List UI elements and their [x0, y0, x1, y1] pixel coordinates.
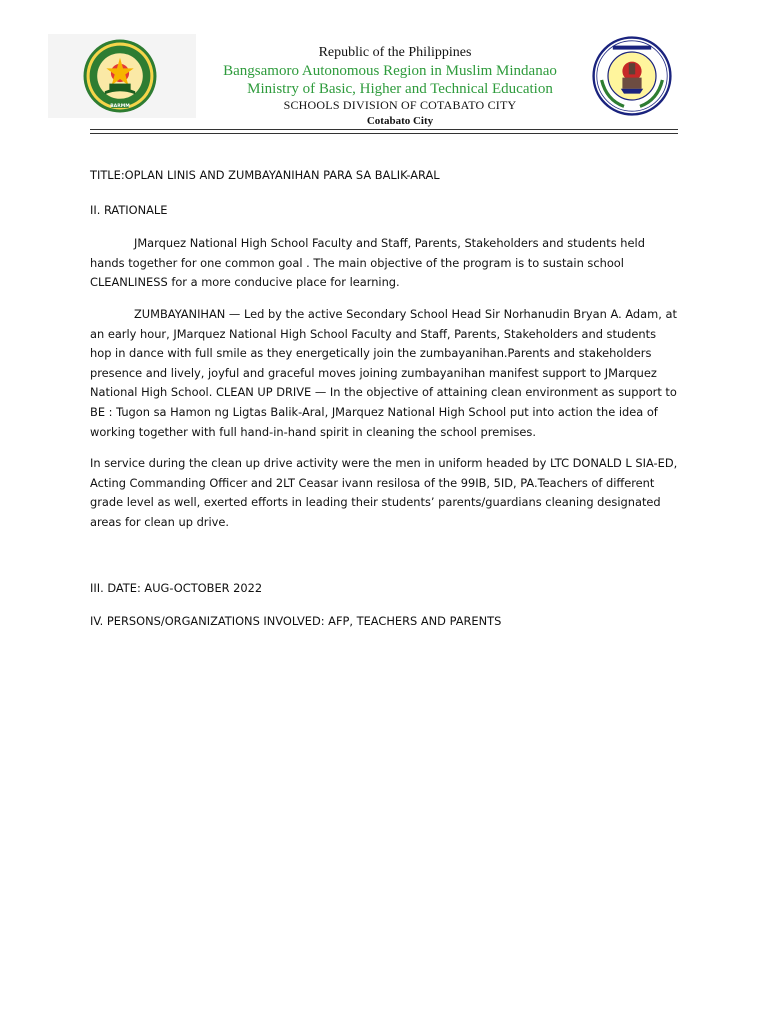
rationale-heading: II. RATIONALE [90, 202, 168, 217]
letterhead [0, 0, 768, 140]
document-body [90, 166, 680, 632]
persons-heading: IV. PERSONS/ORGANIZATIONS INVOLVED: AFP, TEACHERS AND PARENTS [90, 614, 502, 629]
region-heading: Bangsamoro Autonomous Region in Muslim Mindanao [223, 63, 557, 79]
rationale-paragraph-1: JMarquez National High School Faculty and Staff, Parents, Stakeholders and students held hands together for one common goal . The main objective of the program is to sustain school CLEANLINESS for a more conducive place for learning. [90, 236, 645, 290]
rationale-paragraph-2: ZUMBAYANIHAN — Led by the active Secondary School Head Sir Norhanudin Bryan A. Adam, at an early hour, JMarquez National High School Faculty and Staff, Parents, Stakeholders and students hop in dance with full smile as they energetically join the zumbayanihan.Parents and stakeholders presence and lively, joyful and graceful moves joining zumbayanihan manifest support to JMarquez National High School. CLEAN UP DRIVE — In the objective of attaining clean environment as support to BE : Tugon sa Hamon ng Ligtas Balik-Aral, JMarquez National High School put into action the idea of working together with full hand-in-hand spirit in cleaning the school premises. [90, 306, 677, 439]
header-divider-bottom [90, 133, 678, 134]
republic-heading: Republic of the Philippines [318, 45, 472, 60]
mbhte-seal-icon [82, 38, 158, 114]
letterhead-text [190, 44, 590, 129]
city-heading: Cotabato City [366, 115, 434, 127]
schools-division-seal-icon [592, 36, 672, 116]
header-divider-top [90, 129, 678, 130]
ministry-heading: Ministry of Basic, Higher and Technical Education [247, 81, 553, 97]
division-heading: SCHOOLS DIVISION OF COTABATO CITY [283, 98, 517, 112]
document-title: TITLE:OPLAN LINIS AND ZUMBAYANIHAN PARA SA BALIK-ARAL [90, 168, 440, 182]
date-heading: III. DATE: AUG-OCTOBER 2022 [90, 580, 263, 595]
left-logo-caption: BARMM [110, 103, 130, 109]
rationale-paragraph-3: In service during the clean up drive activity were the men in uniform headed by LTC DONALD L SIA-ED, Acting Commanding Officer and 2LT Ceasar ivann resilosa of the 99IB, 5ID, PA.Teachers of different grade level as well, exerted efforts in leading their students’ parents/guardians cleaning designated areas for clean up drive. [90, 456, 678, 529]
